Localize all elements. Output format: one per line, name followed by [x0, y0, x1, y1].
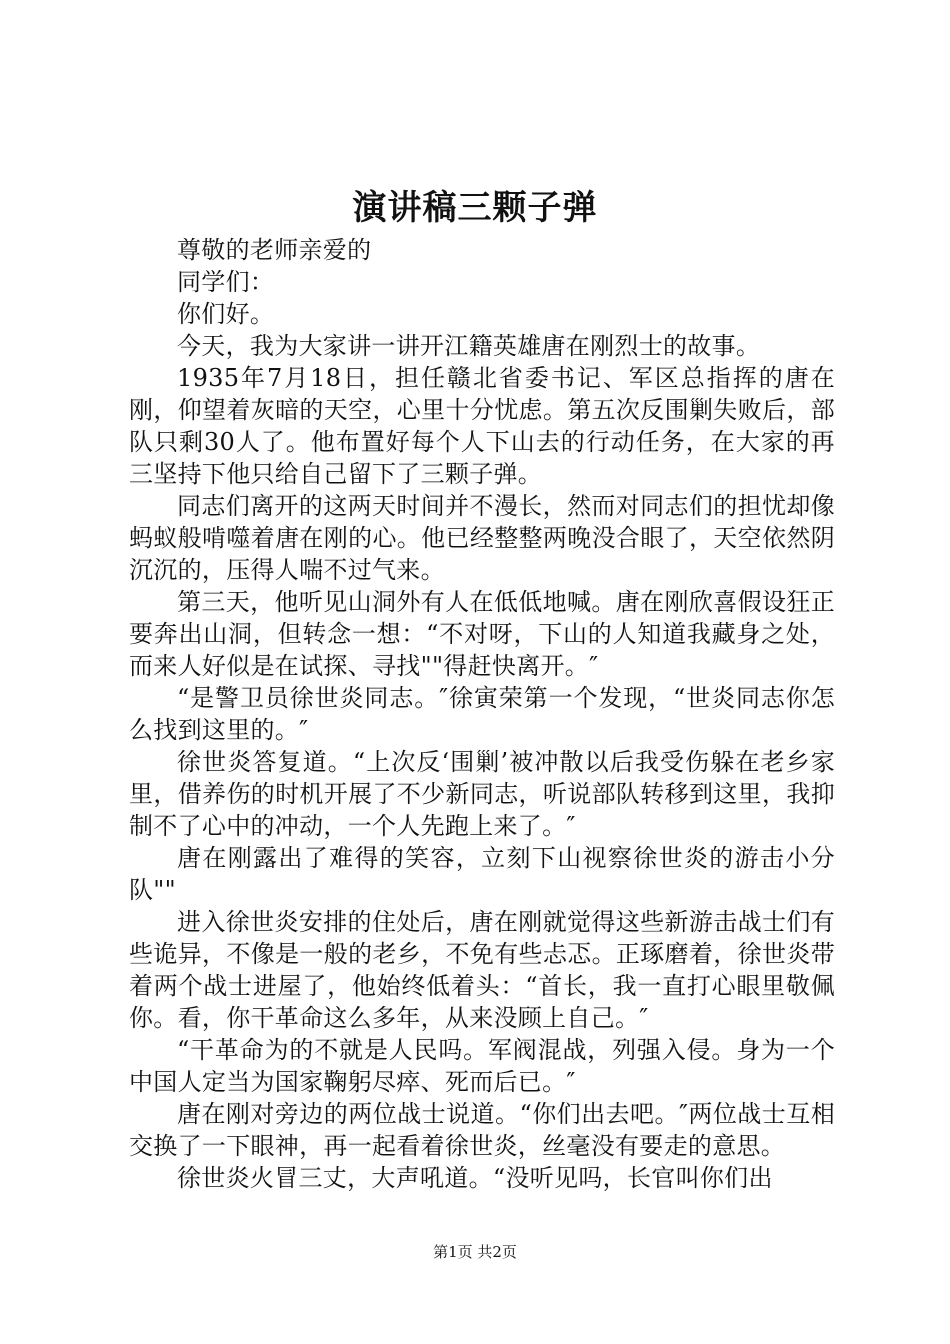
paragraph: 唐在刚露出了难得的笑容，立刻下山视察徐世炎的游击小分队"" — [129, 844, 835, 904]
document-body — [129, 234, 835, 1194]
paragraph: 1935年7月18日，担任赣北省委书记、军区总指挥的唐在刚，仰望着灰暗的天空，心里十分忧虑。第五次反围剿失败后，部队只剩30人了。他布置好每个人下山去的行动任务，在大家的再三坚持下他只给自己留下了三颗子弹。 — [129, 364, 835, 488]
paragraph: 徐世炎火冒三丈，大声吼道。“没听见吗，长官叫你们出 — [177, 1164, 773, 1192]
paragraph: 同志们离开的这两天时间并不漫长，然而对同志们的担忧却像蚂蚁般啃噬着唐在刚的心。他已经整整两晚没合眼了，天空依然阴沉沉的，压得人喘不过气来。 — [129, 492, 835, 584]
paragraph: 进入徐世炎安排的住处后，唐在刚就觉得这些新游击战士们有些诡异，不像是一般的老乡，不免有些忐忑。正琢磨着，徐世炎带着两个战士进屋了，他始终低着头：“首长，我一直打心眼里敬佩你。看，你干革命这么多年，从来没顾上自己。″ — [129, 908, 835, 1032]
paragraph: 今天，我为大家讲一讲开江籍英雄唐在刚烈士的故事。 — [177, 332, 761, 360]
paragraph: 第三天，他听见山洞外有人在低低地喊。唐在刚欣喜假设狂正要奔出山洞，但转念一想：“不对呀，下山的人知道我藏身之处，而来人好似是在试探、寻找""得赶快离开。″ — [129, 588, 835, 680]
paragraph: 尊敬的老师亲爱的 — [177, 236, 372, 264]
paragraph: 你们好。 — [177, 300, 275, 328]
paragraph: 徐世炎答复道。“上次反‘围剿’被冲散以后我受伤躲在老乡家里，借养伤的时机开展了不少新同志，听说部队转移到这里，我抑制不了心中的冲动，一个人先跑上来了。″ — [129, 748, 835, 840]
paragraph: 同学们： — [177, 268, 275, 296]
paragraph: “是警卫员徐世炎同志。″徐寅荣第一个发现，“世炎同志你怎么找到这里的。″ — [129, 684, 835, 744]
paragraph: 唐在刚对旁边的两位战士说道。“你们出去吧。″两位战士互相交换了一下眼神，再一起看着徐世炎，丝毫没有要走的意思。 — [129, 1100, 835, 1160]
document-title: 演讲稿三颗子弹 — [352, 188, 598, 228]
page-footer: 第1页 共2页 — [433, 1243, 517, 1261]
paragraph: “干革命为的不就是人民吗。军阀混战，列强入侵。身为一个中国人定当为国家鞠躬尽瘁、死而后已。″ — [129, 1036, 835, 1096]
